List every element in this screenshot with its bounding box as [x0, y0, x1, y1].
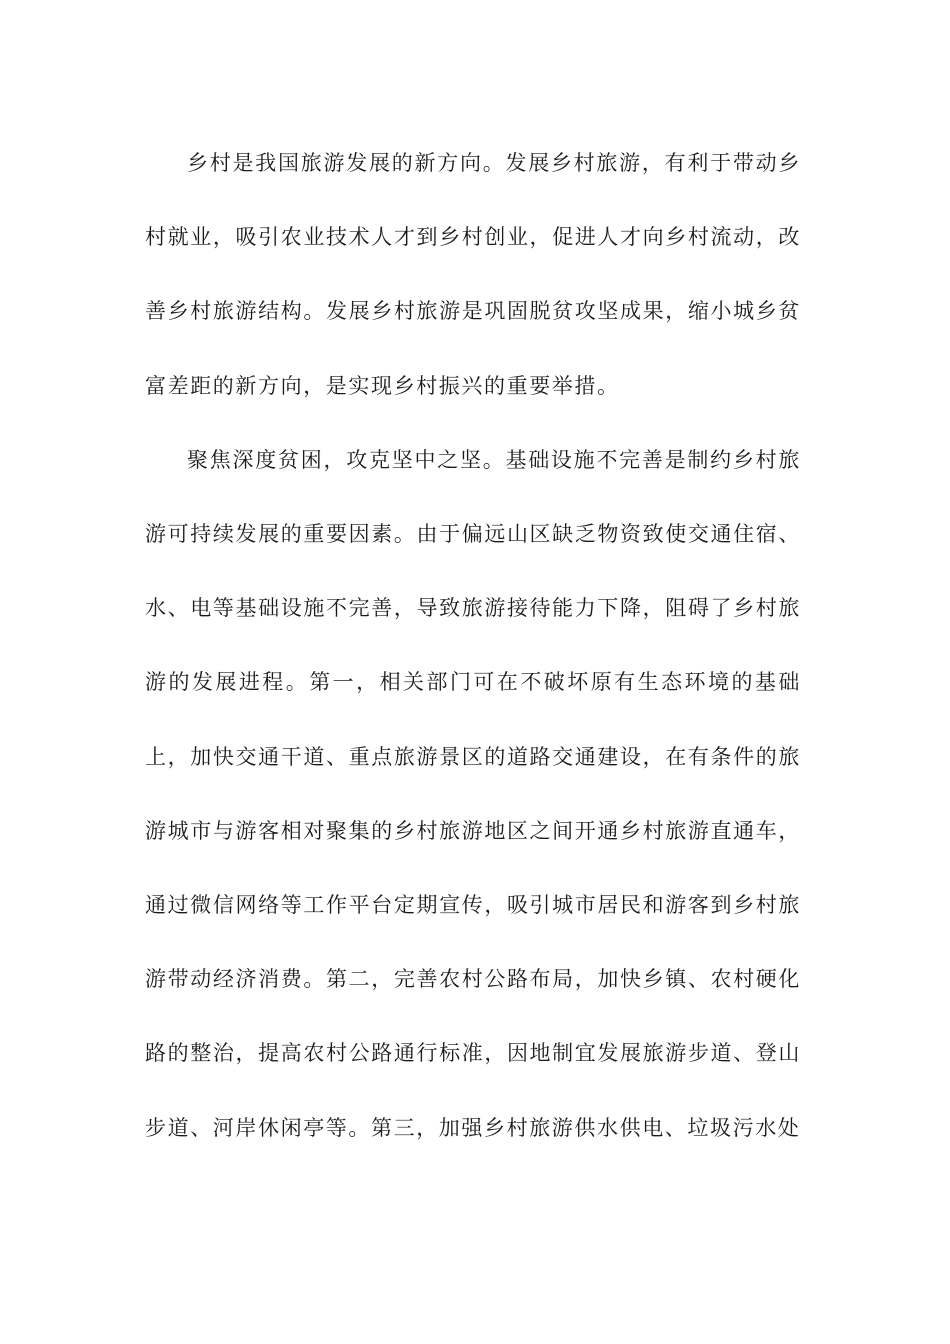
- paragraph-rural-tourism-direction: 乡村是我国旅游发展的新方向。发展乡村旅游，有利于带动乡村就业，吸引农业技术人才到乡村创业，促进人才向乡村流动，改善乡村旅游结构。发展乡村旅游是巩固脱贫攻坚成果，缩小城乡贫富差距的新方向，是实现乡村振兴的重要举措。: [145, 151, 801, 398]
- paragraph-infrastructure: 聚焦深度贫困，攻克坚中之坚。基础设施不完善是制约乡村旅游可持续发展的重要因素。由于偏远山区缺乏物资致使交通住宿、水、电等基础设施不完善，导致旅游接待能力下降，阻碍了乡村旅游的发展进程。第一，相关部门可在不破坏原有生态环境的基础上，加快交通干道、重点旅游景区的道路交通建设，在有条件的旅游城市与游客相对聚集的乡村旅游地区之间开通乡村旅游直通车，通过微信网络等工作平台定期宣传，吸引城市居民和游客到乡村旅游带动经济消费。第二，完善农村公路布局，加快乡镇、农村硬化路的整治，提高农村公路通行标准，因地制宜发展旅游步道、登山步道、河岸休闲亭等。第三，加强乡村旅游供水供电、垃圾污水处: [145, 447, 801, 1140]
- document-body: [145, 126, 801, 1165]
